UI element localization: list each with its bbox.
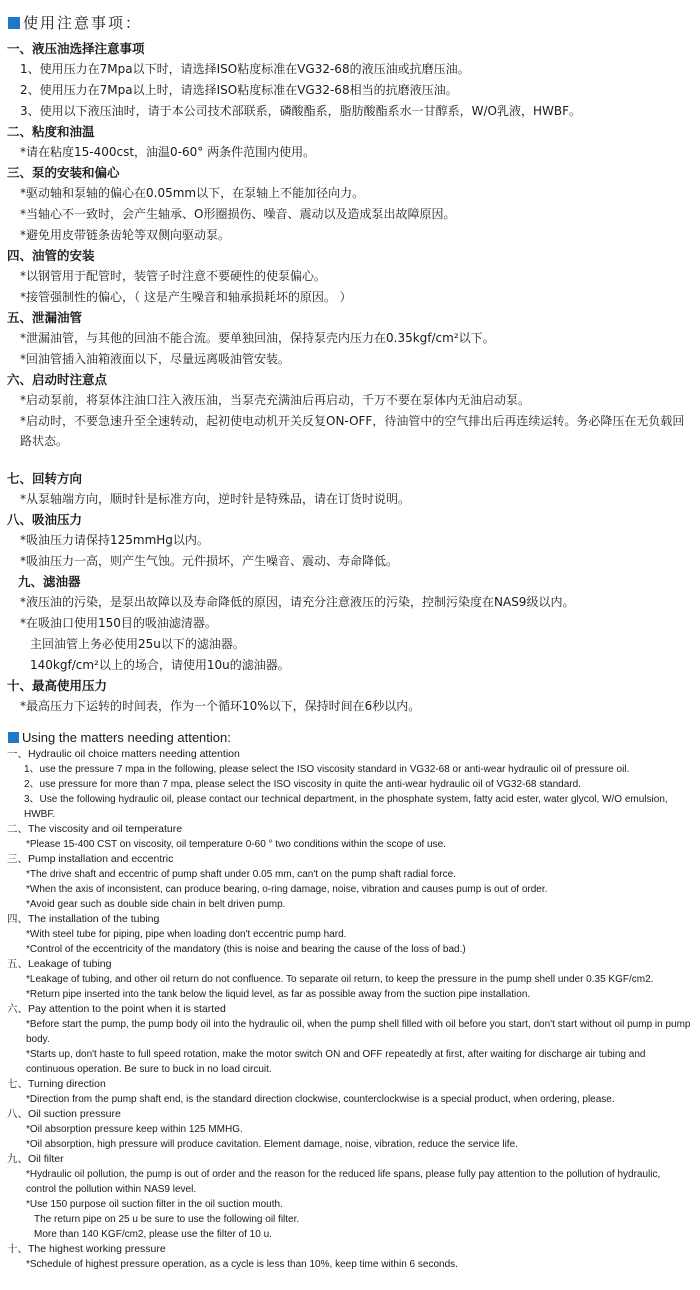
en-line: *Direction from the pump shaft end, is the standard direction clockwise, counterclockwise is a special product, when ordering, please. xyxy=(26,1094,615,1105)
cn-line: 2、使用压力在7Mpa以上时，请选择ISO粘度标准在VG32-68相当的抗磨液压油。 xyxy=(20,83,458,97)
en-section-title: 四、The installation of the tubing xyxy=(7,913,160,925)
cn-line: 主回油管上务必使用25u以下的滤油器。 xyxy=(30,637,245,651)
cn-section-title: 三、泵的安装和偏心 xyxy=(7,165,120,180)
en-line: *Starts up, don't haste to full speed rotation, make the motor switch ON and OFF repeatedly at first, after waiting for discharge air tubing and continuous operation. Be sure to buck in no load circuit. xyxy=(26,1049,646,1075)
cn-line: *以钢管用于配管时，装管子时注意不要硬性的使泵偏心。 xyxy=(20,269,327,283)
en-line: *Return pipe inserted into the tank below the liquid level, as far as possible away from the suction pipe installation. xyxy=(26,989,531,1000)
cn-section-title: 二、粘度和油温 xyxy=(7,124,95,139)
cn-section-title: 十、最高使用压力 xyxy=(7,678,108,693)
blue-square-icon xyxy=(8,732,19,743)
en-section-title: 六、Pay attention to the point when it is started xyxy=(7,1003,226,1015)
cn-line: *吸油压力请保持125mmHg以内。 xyxy=(20,533,209,547)
en-section-title: 五、Leakage of tubing xyxy=(7,958,112,970)
en-section-title: 十、The highest working pressure xyxy=(7,1243,166,1255)
cn-line: *请在粘度15-400cst，油温0-60° 两条件范围内使用。 xyxy=(20,145,316,159)
cn-line: 140kgf/cm²以上的场合，请使用10u的滤油器。 xyxy=(30,658,290,672)
cn-section-title: 五、泄漏油管 xyxy=(7,310,83,325)
en-line: 3、Use the following hydraulic oil, please contact our technical department, in the phosphate system, fatty acid ester, water glycol, W/O emulsion, HWBF. xyxy=(24,794,668,820)
en-line: *Please 15-400 CST on viscosity, oil temperature 0-60 ° two conditions within the scope of use. xyxy=(26,839,446,850)
cn-line: *在吸油口使用150目的吸油滤清器。 xyxy=(20,616,217,630)
cn-line: *驱动轴和泵轴的偏心在0.05mm以下，在泵轴上不能加径向力。 xyxy=(20,186,365,200)
cn-heading-text: 使用注意事项： xyxy=(23,14,143,32)
en-heading xyxy=(8,730,700,745)
en-line: *With steel tube for piping, pipe when loading don't eccentric pump hard. xyxy=(26,929,347,940)
cn-line: *避免用皮带链条齿轮等双侧向驱动泵。 xyxy=(20,228,231,242)
en-line: *Schedule of highest pressure operation, as a cycle is less than 10%, keep time within 6 seconds. xyxy=(26,1259,458,1270)
cn-section-title: 四、油管的安装 xyxy=(7,248,95,263)
en-line: *Leakage of tubing, and other oil return do not confluence. To separate oil return, to keep the pressure in the pump shell under 0.35 KGF/cm2. xyxy=(26,974,654,985)
cn-line: *液压油的污染，是泵出故障以及寿命降低的原因，请充分注意液压的污染，控制污染度在NAS9级以内。 xyxy=(20,595,575,609)
en-section-title: 二、The viscosity and oil temperature xyxy=(7,823,183,835)
en-section-title: 七、Turning direction xyxy=(7,1078,106,1090)
en-line: *Oil absorption pressure keep within 125 MMHG. xyxy=(26,1124,243,1135)
blue-square-icon xyxy=(8,17,20,29)
cn-line: *从泵轴端方向，顺时针是标准方向，逆时针是特殊品，请在订货时说明。 xyxy=(20,492,411,506)
cn-line: *启动时，不要急速升至全速转动，起初使电动机开关反复ON-OFF，待油管中的空气排出后再连续运转。务必降压在无负载回路状态。 xyxy=(20,414,685,448)
cn-line: *启动泵前，将泵体注油口注入液压油，当泵壳充满油后再启动，千万不要在泵体内无油启动泵。 xyxy=(20,393,531,407)
cn-line: *最高压力下运转的时间表，作为一个循环10%以下，保持时间在6秒以内。 xyxy=(20,699,421,713)
spacer xyxy=(0,451,700,469)
english-section xyxy=(0,730,700,1272)
cn-line: 3、使用以下液压油时，请于本公司技术部联系，磷酸酯系，脂肪酸酯系水一甘醇系，W/O乳液，HWBF。 xyxy=(20,104,582,118)
cn-section-title: 一、液压油选择注意事项 xyxy=(7,41,145,56)
cn-section-title: 六、启动时注意点 xyxy=(7,372,108,387)
en-line: *Control of the eccentricity of the mandatory (this is noise and bearing the cause of the loss of bad.) xyxy=(26,944,466,955)
en-heading-text: Using the matters needing attention: xyxy=(22,730,231,745)
en-line: *Hydraulic oil pollution, the pump is out of order and the reason for the reduced life spans, please fully pay attention to the pollution of hydraulic, control the pollution within NAS9 level. xyxy=(26,1169,661,1195)
cn-line: 1、使用压力在7Mpa以下时，请选择ISO粘度标准在VG32-68的液压油或抗磨压油。 xyxy=(20,62,470,76)
en-line: 2、use pressure for more than 7 mpa, please select the ISO viscosity in quite the anti-wear hydraulic oil of VG32-68 standard. xyxy=(24,779,581,790)
en-line: *When the axis of inconsistent, can produce bearing, o-ring damage, noise, vibration and causes pump is out of order. xyxy=(26,884,548,895)
en-line: *The drive shaft and eccentric of pump shaft under 0.05 mm, can't on the pump shaft radial force. xyxy=(26,869,456,880)
en-section-title: 九、Oil filter xyxy=(7,1153,64,1165)
en-section-title: 一、Hydraulic oil choice matters needing attention xyxy=(7,748,240,760)
cn-line: *接管强制性的偏心，（ 这是产生噪音和轴承损耗坏的原因。 ） xyxy=(20,290,352,304)
cn-section-title: 九、滤油器 xyxy=(18,574,81,589)
cn-line: *当轴心不一致时，会产生轴承、O形圈损伤、噪音、震动以及造成泵出故障原因。 xyxy=(20,207,456,221)
cn-line: *吸油压力一高，则产生气蚀。元件损坏，产生噪音、震动、寿命降低。 xyxy=(20,554,399,568)
en-line: *Use 150 purpose oil suction filter in the oil suction mouth. xyxy=(26,1199,283,1210)
en-section-title: 三、Pump installation and eccentric xyxy=(7,853,174,865)
en-line: More than 140 KGF/cm2, please use the filter of 10 u. xyxy=(34,1229,272,1240)
en-section-title: 八、Oil suction pressure xyxy=(7,1108,121,1120)
cn-line: *回油管插入油箱液面以下，尽量远离吸油管安装。 xyxy=(20,352,291,366)
en-line: *Before start the pump, the pump body oil into the hydraulic oil, when the pump shell filled with oil before you start, don't start without oil pump in pump body. xyxy=(26,1019,691,1045)
cn-section-title: 八、吸油压力 xyxy=(7,512,83,527)
cn-section-title: 七、回转方向 xyxy=(7,471,83,486)
en-line: *Oil absorption, high pressure will produce cavitation. Element damage, noise, vibration, reduce the service life. xyxy=(26,1139,518,1150)
cn-line: *泄漏油管，与其他的回油不能合流。要单独回油，保持泵壳内压力在0.35kgf/cm²以下。 xyxy=(20,331,495,345)
en-line: *Avoid gear such as double side chain in belt driven pump. xyxy=(26,899,286,910)
en-line: 1、use the pressure 7 mpa in the following, please select the ISO viscosity standard in VG32-68 or anti-wear hydraulic oil of pressure oil. xyxy=(24,764,630,775)
cn-heading xyxy=(8,12,700,33)
en-line: The return pipe on 25 u be sure to use the following oil filter. xyxy=(34,1214,300,1225)
